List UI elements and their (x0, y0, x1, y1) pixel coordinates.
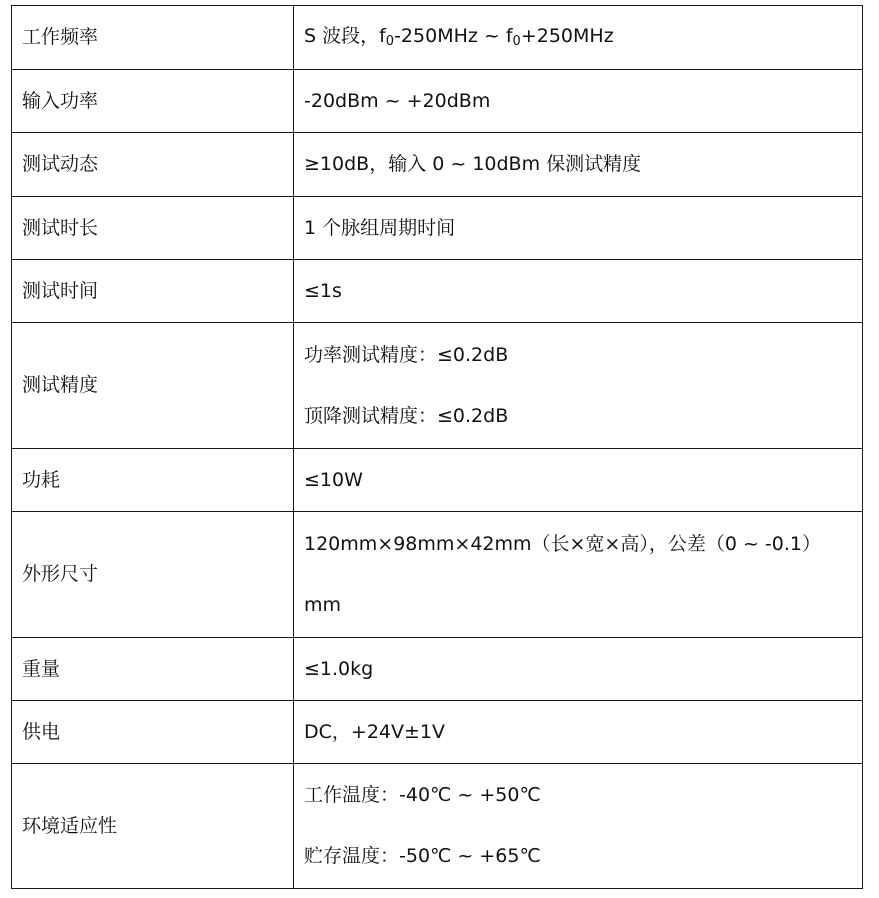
row-label: 测试动态 (12, 133, 294, 197)
row-value: 工作温度：-40℃ ~ +50℃ 贮存温度：-50℃ ~ +65℃ (294, 764, 863, 889)
table-row (12, 701, 863, 764)
table-row (12, 323, 863, 449)
spec-table (11, 5, 863, 889)
table-row (12, 260, 863, 323)
row-label: 环境适应性 (12, 764, 294, 889)
row-label: 测试时间 (12, 260, 294, 323)
row-label: 测试精度 (12, 323, 294, 449)
row-value: ≥10dB，输入 0 ~ 10dBm 保测试精度 (294, 133, 863, 197)
row-label: 功耗 (12, 449, 294, 512)
row-value: DC，+24V±1V (294, 701, 863, 764)
row-value: 120mm×98mm×42mm（长×宽×高），公差（0 ~ -0.1） mm (294, 512, 863, 638)
row-value: 功率测试精度：≤0.2dB 顶降测试精度：≤0.2dB (294, 323, 863, 449)
table-row (12, 764, 863, 889)
table-row (12, 512, 863, 638)
row-value: S 波段，$f_0-250MHz$ ~ $f_0+250MHz$ (294, 6, 863, 70)
row-value: ≤1.0kg (294, 638, 863, 701)
row-label: 供电 (12, 701, 294, 764)
table-row (12, 133, 863, 197)
row-label: 重量 (12, 638, 294, 701)
row-label: 输入功率 (12, 70, 294, 133)
row-label: 工作频率 (12, 6, 294, 70)
row-value: ≤10W (294, 449, 863, 512)
table-row (12, 197, 863, 260)
row-value: -20dBm ~ +20dBm (294, 70, 863, 133)
table-row (12, 6, 863, 70)
row-label: 测试时长 (12, 197, 294, 260)
table-row (12, 449, 863, 512)
row-value: 1 个脉组周期时间 (294, 197, 863, 260)
table-row (12, 70, 863, 133)
row-label: 外形尺寸 (12, 512, 294, 638)
table-row (12, 638, 863, 701)
row-value: ≤1s (294, 260, 863, 323)
